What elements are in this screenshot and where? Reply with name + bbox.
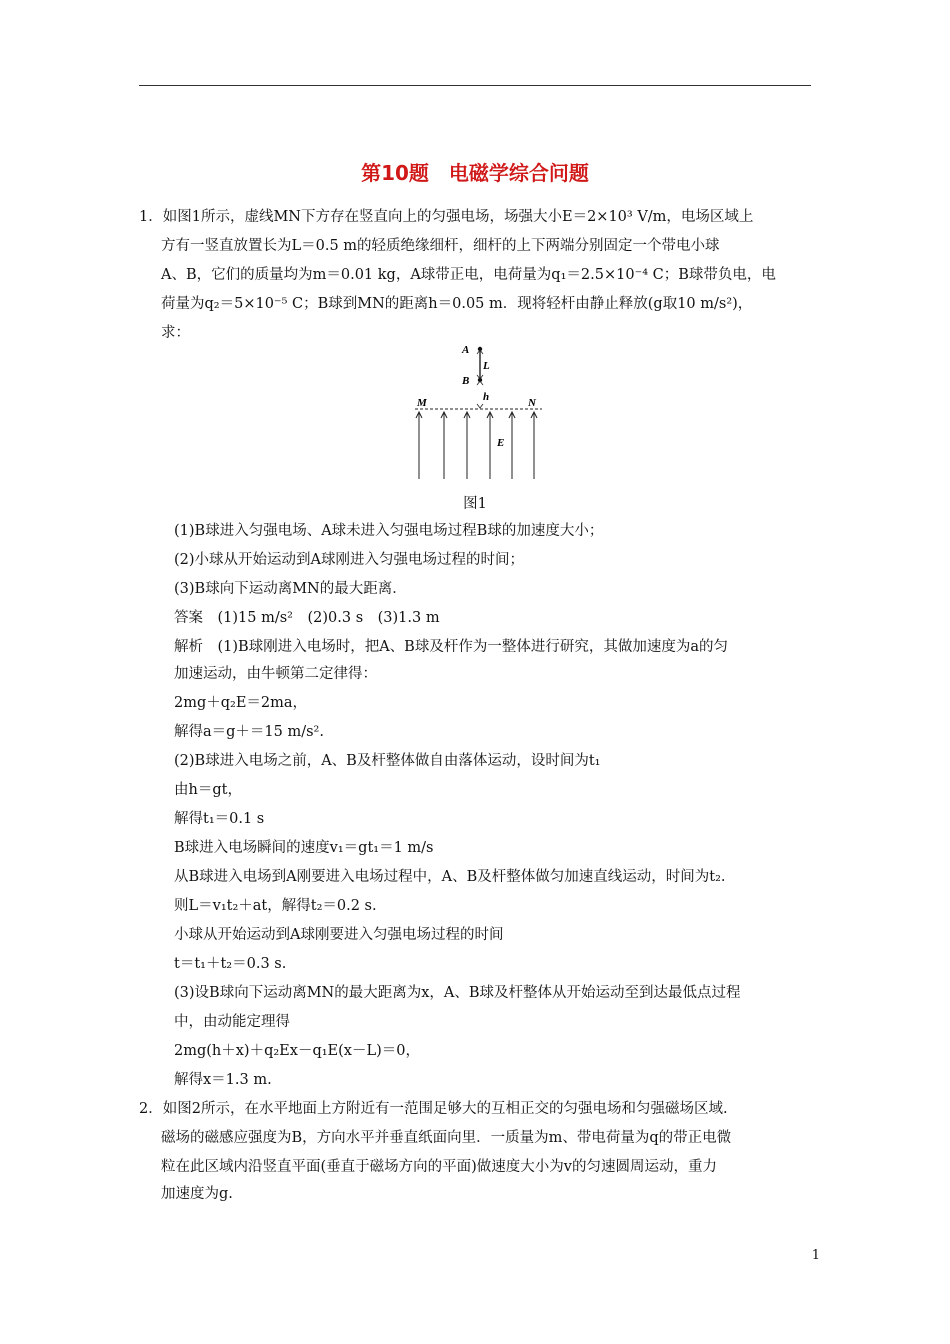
label-l: L: [483, 360, 490, 372]
label-n: N: [528, 397, 536, 409]
q2-line-4: 加速度为g.: [161, 1186, 233, 1202]
solution-line-8: B球进入电场瞬间的速度v₁＝gt₁＝1 m/s: [174, 840, 434, 856]
h-arrow-down: [477, 404, 483, 408]
q1-line-2: 方有一竖直放置长为L＝0.5 m的轻质绝缘细杆，细杆的上下两端分别固定一个带电小球: [161, 238, 720, 254]
solution-line-12: t＝t₁＋t₂＝0.3 s.: [174, 956, 287, 972]
solution-line-14: 中，由动能定理得: [174, 1014, 290, 1030]
solution-line-13: (3)设B球向下运动离MN的最大距离为x，A、B球及杆整体从开始运动至到达最低点过程: [174, 985, 741, 1001]
page-number: 1: [811, 1248, 820, 1263]
q1-line-1: 1．如图1所示，虚线MN下方存在竖直向上的匀强电场，场强大小E＝2×10³ V/m，电场区域上: [139, 209, 754, 225]
q2-line-3: 粒在此区域内沿竖直平面(垂直于磁场方向的平面)做速度大小为v的匀速圆周运动，重力: [161, 1159, 718, 1175]
page-title: 第10题 电磁学综合问题: [361, 161, 589, 185]
solution-line-5: (2)B球进入电场之前，A、B及杆整体做自由落体运动，设时间为t₁: [174, 753, 601, 769]
solution-line-4: 解得a＝g＋＝15 m/s².: [174, 724, 324, 740]
solution-line-6: 由h＝gt，: [174, 782, 242, 798]
label-m: M: [417, 397, 427, 409]
figure-1-diagram: [400, 336, 550, 484]
q1-part-3: (3)B球向下运动离MN的最大距离．: [174, 581, 407, 597]
q2-line-2: 磁场的磁感应强度为B，方向水平并垂直纸面向里．一质量为m、带电荷量为q的带正电微: [161, 1130, 732, 1146]
q1-line-5: 求：: [161, 325, 190, 341]
solution-line-16: 解得x＝1.3 m.: [174, 1072, 272, 1088]
q1-line-4: 荷量为q₂＝5×10⁻⁵ C；B球到MN的距离h＝0.05 m．现将轻杆由静止释放(g取10 m/s²)，: [161, 296, 753, 312]
q2-line-1: 2．如图2所示，在水平地面上方附近有一范围足够大的互相正交的匀强电场和匀强磁场区域.: [139, 1101, 728, 1117]
q1-part-1: (1)B球进入匀强电场、A球未进入匀强电场过程B球的加速度大小；: [174, 523, 604, 539]
answer-line: 答案 (1)15 m/s² (2)0.3 s (3)1.3 m: [174, 610, 440, 626]
solution-line-15: 2mg(h＋x)＋q₂Ex－q₁E(x－L)＝0，: [174, 1043, 420, 1059]
solution-line-2: 加速运动，由牛顿第二定律得：: [174, 666, 377, 682]
h-arrow-up: [477, 381, 483, 385]
solution-line-9: 从B球进入电场到A刚要进入电场过程中，A、B及杆整体做匀加速直线运动，时间为t₂.: [174, 869, 726, 885]
solution-line-7: 解得t₁＝0.1 s: [174, 811, 265, 827]
label-b: B: [462, 375, 470, 387]
field-lines: [416, 412, 537, 479]
solution-line-11: 小球从开始运动到A球刚要进入匀强电场过程的时间: [174, 927, 504, 943]
solution-line-3: 2mg＋q₂E＝2ma，: [174, 695, 308, 711]
solution-line-10: 则L＝v₁t₂＋at，解得t₂＝0.2 s.: [174, 898, 377, 914]
header-rule: [139, 85, 811, 86]
page-number-footer: [0, 1248, 950, 1263]
label-h: h: [483, 391, 490, 403]
solution-line-1: 解析 (1)B球刚进入电场时，把A、B球及杆作为一整体进行研究，其做加速度为a的匀: [174, 639, 728, 655]
q1-part-2: (2)小球从开始运动到A球刚进入匀强电场过程的时间；: [174, 552, 525, 568]
label-a: A: [462, 344, 470, 356]
figure-caption: 图1: [463, 496, 487, 512]
label-e: E: [497, 437, 505, 449]
q1-line-3: A、B，它们的质量均为m＝0.01 kg，A球带正电，电荷量为q₁＝2.5×10⁻⁴ C；B球带负电，电: [161, 267, 776, 283]
